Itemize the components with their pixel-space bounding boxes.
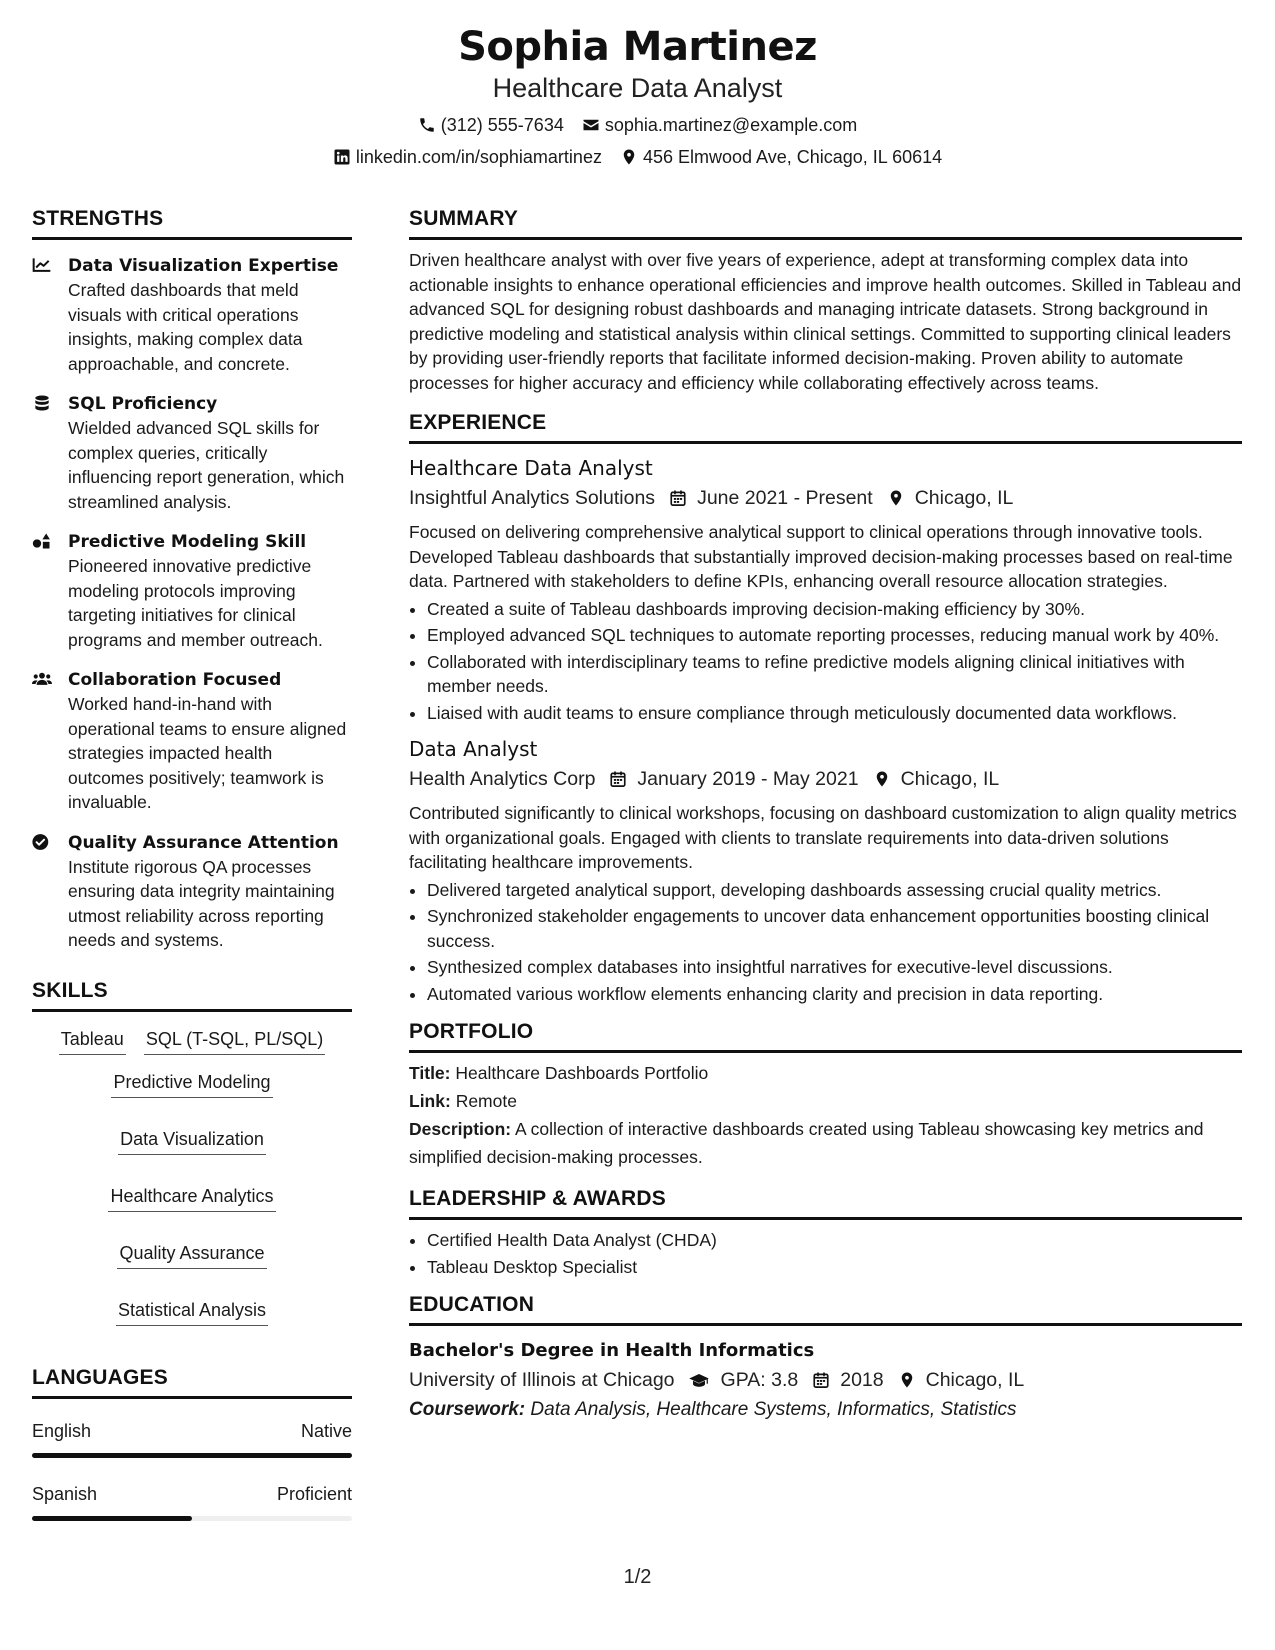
strength-title: Data Visualization Expertise	[68, 256, 339, 276]
contact-email	[582, 115, 857, 136]
strength-desc: Worked hand-in-hand with operational teams to ensure aligned strategies impacted health outcomes positively; teamwork is invaluable.	[68, 694, 347, 812]
job-dates: January 2019 - May 2021	[637, 768, 859, 790]
left-column	[32, 207, 352, 1521]
edu-school: University of Illinois at Chicago	[409, 1369, 675, 1391]
job-location: Chicago, IL	[900, 768, 1000, 790]
language-proficiency-fill	[32, 1453, 352, 1458]
list-item: • Certified Health Data Analyst (CHDA)	[427, 1228, 1242, 1253]
list-item: • Automated various workflow elements enhancing clarity and precision in data reporting.	[427, 982, 1242, 1007]
portfolio-heading: PORTFOLIO	[409, 1020, 1242, 1053]
list-item: • Delivered targeted analytical support, developing dashboards assessing crucial quality metrics.	[427, 878, 1242, 903]
list-item: • Liaised with audit teams to ensure compliance through meticulously documented data workflows.	[427, 701, 1242, 726]
coursework-text: Data Analysis, Healthcare Systems, Informatics, Statistics	[530, 1399, 1017, 1420]
language-item	[32, 1419, 352, 1458]
strength-title: Quality Assurance Attention	[68, 832, 339, 853]
skill-tag: Healthcare Analytics	[108, 1183, 275, 1212]
calendar-icon	[812, 1371, 830, 1389]
edu-coursework	[409, 1397, 1242, 1423]
job-title: Data Analyst	[409, 737, 538, 761]
job-dates: June 2021 - Present	[697, 487, 873, 509]
skill-tag: Tableau	[59, 1026, 126, 1055]
job-title: Healthcare Data Analyst	[409, 456, 653, 480]
edu-location: Chicago, IL	[925, 1369, 1025, 1391]
language-name: Spanish	[32, 1483, 98, 1504]
portfolio-title: Healthcare Dashboards Portfolio	[455, 1063, 709, 1083]
job-entry	[409, 454, 1242, 725]
edu-meta	[409, 1366, 1242, 1394]
phone-text[interactable]: (312) 555-7634	[440, 114, 564, 135]
users-icon	[32, 668, 54, 815]
languages-heading: LANGUAGES	[32, 1366, 352, 1399]
list-item: • Employed advanced SQL techniques to automate reporting processes, reducing manual work by 40%.	[427, 623, 1242, 648]
contact-row-1	[0, 114, 1275, 136]
language-name: English	[32, 1420, 92, 1441]
calendar-icon	[669, 489, 687, 507]
edu-gpa: GPA: 3.8	[720, 1369, 799, 1391]
map-pin-icon	[620, 148, 638, 166]
skill-tag: Predictive Modeling	[111, 1069, 272, 1098]
language-level: Proficient	[276, 1483, 352, 1504]
portfolio-link-line	[409, 1087, 1242, 1115]
skill-tag: Quality Assurance	[117, 1240, 266, 1269]
job-company: Health Analytics Corp	[409, 768, 596, 790]
strength-item	[32, 831, 352, 953]
graduation-cap-icon	[687, 1371, 711, 1389]
skill-tag: SQL (T-SQL, PL/SQL)	[144, 1026, 325, 1055]
portfolio-link-label: Link:	[409, 1091, 451, 1111]
leadership-heading: LEADERSHIP & AWARDS	[409, 1187, 1242, 1220]
linkedin-icon	[333, 148, 351, 166]
check-circle-icon	[32, 831, 54, 953]
map-pin-icon	[873, 770, 891, 788]
list-item: • Collaborated with interdisciplinary teams to refine predictive models aligning clinical initiatives with member needs.	[427, 650, 1242, 699]
job-bullets	[409, 597, 1242, 726]
skill-tag: Data Visualization	[118, 1126, 266, 1155]
job-location: Chicago, IL	[914, 487, 1014, 509]
portfolio-link[interactable]: Remote	[455, 1091, 517, 1111]
edu-degree: Bachelor's Degree in Health Informatics	[409, 1340, 815, 1361]
job-company: Insightful Analytics Solutions	[409, 487, 656, 509]
calendar-icon	[609, 770, 627, 788]
strength-title: SQL Proficiency	[68, 394, 218, 414]
strength-desc: Institute rigorous QA processes ensuring data integrity maintaining utmost reliability across reporting needs and systems.	[68, 856, 335, 950]
address-text: 456 Elmwood Ave, Chicago, IL 60614	[642, 146, 943, 167]
strength-desc: Pioneered innovative predictive modeling protocols improving targeting initiatives for clinical programs and member outreach.	[68, 556, 323, 650]
skill-tag: Statistical Analysis	[116, 1297, 268, 1326]
contact-linkedin	[333, 147, 602, 168]
map-pin-icon	[887, 489, 905, 507]
list-item: • Tableau Desktop Specialist	[427, 1255, 1242, 1280]
summary-text: Driven healthcare analyst with over five years of experience, adept at transforming complex data into actionable insights to enhance operational efficiencies and improve health outcomes. Skilled in Tableau and advanced SQL for designing robust dashboards and managing intricate datasets. Strong background in predictive modeling and statistical analysis within clinical settings. Committed to supporting clinical leaders by providing user-friendly reports that facilitate informed decision-making. Proven ability to automate processes for higher accuracy and efficiency while collaborating effectively across teams.	[409, 250, 1242, 393]
resume-header	[0, 22, 1275, 168]
experience-heading: EXPERIENCE	[409, 411, 1242, 444]
chart-line-icon	[32, 254, 54, 376]
job-meta	[409, 484, 1242, 512]
strength-title: Predictive Modeling Skill	[68, 532, 307, 552]
portfolio-desc: A collection of interactive dashboards created using Tableau showcasing key metrics and simplified decision-making processes.	[409, 1119, 1204, 1167]
portfolio-desc-line	[409, 1115, 1242, 1171]
contact-row-2	[0, 146, 1275, 168]
job-description: Contributed significantly to clinical workshops, focusing on dashboard customization to align quality metrics with organizational goals. Engaged with clients to translate requirements into data-driven solutions facilitating healthcare improvements.	[409, 803, 1237, 872]
phone-icon	[418, 116, 436, 134]
list-item: • Created a suite of Tableau dashboards improving decision-making efficiency by 30%.	[427, 597, 1242, 622]
language-level: Native	[300, 1420, 352, 1441]
strength-item	[32, 254, 352, 376]
language-proficiency-fill	[32, 1516, 192, 1521]
strength-item	[32, 392, 352, 514]
envelope-icon	[582, 116, 600, 134]
strength-item	[32, 668, 352, 815]
job-description: Focused on delivering comprehensive analytical support to clinical operations through innovative tools. Developed Tableau dashboards that substantially improved decision-making processes based on real-time data. Partnered with stakeholders to define KPIs, enhancing overall resource allocation strategies.	[409, 522, 1233, 591]
list-item: • Synthesized complex databases into insightful narratives for executive-level discussions.	[427, 955, 1242, 980]
education-heading: EDUCATION	[409, 1293, 1242, 1326]
candidate-title: Healthcare Data Analyst	[492, 73, 783, 103]
email-text[interactable]: sophia.martinez@example.com	[604, 114, 858, 135]
candidate-name: Sophia Martinez	[458, 24, 817, 70]
skills-heading: SKILLS	[32, 979, 352, 1012]
skills-list	[32, 1026, 352, 1326]
contact-phone	[418, 115, 564, 136]
portfolio-title-label: Title:	[409, 1063, 451, 1083]
linkedin-text[interactable]: linkedin.com/in/sophiamartinez	[355, 146, 602, 167]
page-number: 1/2	[623, 1566, 652, 1588]
job-meta	[409, 765, 1242, 793]
map-pin-icon	[898, 1371, 916, 1389]
job-entry	[409, 735, 1242, 1006]
shapes-icon	[32, 530, 54, 652]
job-bullets	[409, 878, 1242, 1007]
right-column	[409, 207, 1242, 1423]
language-item	[32, 1482, 352, 1521]
edu-year: 2018	[840, 1369, 884, 1391]
strengths-list	[32, 254, 352, 953]
leadership-list	[409, 1228, 1242, 1279]
contact-address	[620, 147, 942, 168]
strength-desc: Wielded advanced SQL skills for complex queries, critically influencing report generation, which streamlined analysis.	[68, 418, 345, 512]
portfolio-entry	[409, 1059, 1242, 1171]
education-entry	[409, 1338, 1242, 1423]
database-icon	[32, 392, 54, 514]
summary-heading: SUMMARY	[409, 207, 1242, 240]
language-proficiency-bar	[32, 1453, 352, 1458]
coursework-label: Coursework:	[409, 1399, 526, 1420]
portfolio-desc-label: Description:	[409, 1119, 512, 1139]
strengths-heading: STRENGTHS	[32, 207, 352, 240]
portfolio-title-line	[409, 1059, 1242, 1087]
strength-title: Collaboration Focused	[68, 670, 282, 690]
list-item: • Synchronized stakeholder engagements to uncover data enhancement opportunities boosting clinical success.	[427, 904, 1242, 953]
strength-item	[32, 530, 352, 652]
language-proficiency-bar	[32, 1516, 352, 1521]
strength-desc: Crafted dashboards that meld visuals with critical operations insights, making complex data approachable, and concrete.	[68, 280, 303, 374]
